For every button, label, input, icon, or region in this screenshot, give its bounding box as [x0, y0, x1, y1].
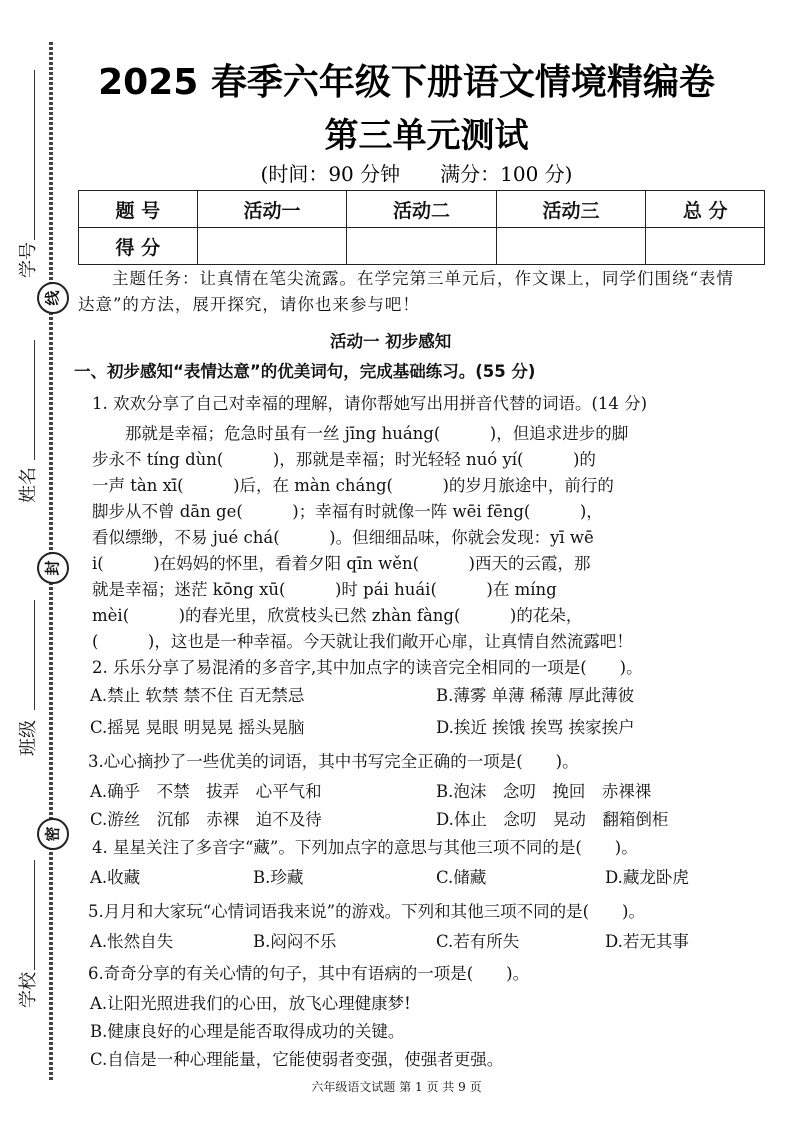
q4-option-d[interactable]: D.藏龙卧虎 — [605, 868, 689, 887]
q4-stem: 4. 星星关注了多音字“藏”。下列加点字的意思与其他三项不同的是( )。 — [92, 838, 638, 857]
exam-time-info: (时间：90 分钟 满分：100 分) — [260, 162, 573, 186]
q1-stem: 1. 欢欢分享了自己对幸福的理解，请你帮她写出用拼音代替的词语。(14 分) — [92, 394, 648, 413]
q4-option-b[interactable]: B.珍藏 — [253, 868, 304, 887]
q2-stem: 2. 乐乐分享了易混淆的多音字,其中加点字的读音完全相同的一项是( )。 — [92, 658, 643, 677]
q2-option-c[interactable]: C.摇晃 晃眼 明晃晃 摇头晃脑 — [90, 718, 305, 737]
score-header: 总 分 — [646, 191, 765, 228]
score-table-score-row — [79, 228, 765, 265]
q1-line: i( )在妈妈的怀里，看着夕阳 qīn wěn( )西天的云霞，那 — [92, 554, 591, 573]
name-underline — [34, 340, 35, 460]
q5-option-c[interactable]: C.若有所失 — [436, 932, 520, 951]
score-table-header-row — [79, 191, 765, 228]
page-footer: 六年级语文试题 第 1 页 共 9 页 — [311, 1080, 482, 1094]
q1-line: 那就是幸福；危急时虽有一丝 jīng huáng( )，但追求进步的脚 — [92, 424, 629, 443]
score-header: 题 号 — [79, 191, 198, 228]
seal-circle-secret: 密 — [37, 818, 69, 850]
q4-option-a[interactable]: A.收藏 — [90, 868, 141, 887]
seal-circle-seal: 封 — [37, 552, 69, 584]
class-underline — [34, 600, 35, 710]
activity-one-title: 活动一 初步感知 — [330, 332, 452, 351]
exam-title: 2025 春季六年级下册语文情境精编卷 — [98, 62, 715, 103]
name-label: 姓名 — [18, 467, 39, 503]
q1-line: 一声 tàn xī( )后，在 màn cháng( )的岁月旅途中，前行的 — [92, 476, 614, 495]
class-label: 班级 — [18, 720, 39, 756]
score-cell[interactable] — [646, 228, 765, 265]
score-cell[interactable] — [197, 228, 347, 265]
q3-option-a[interactable]: A.确乎 不禁 拔弄 心平气和 — [90, 782, 322, 801]
exam-subtitle: 第三单元测试 — [324, 116, 529, 156]
q5-stem: 5.月月和大家玩“心情词语我来说”的游戏。下列和其他三项不同的是( )。 — [88, 902, 645, 921]
score-header: 活动二 — [347, 191, 497, 228]
school-underline — [34, 860, 35, 970]
q1-line: 就是幸福；迷茫 kōng xū( )时 pái huái( )在 míng — [92, 580, 557, 599]
score-cell[interactable] — [347, 228, 497, 265]
q3-option-b[interactable]: B.泡沫 念叨 挽回 赤祼祼 — [436, 782, 652, 801]
q1-line: 步永不 tíng dùn( )，那就是幸福；时光轻轻 nuó yí( )的 — [92, 450, 596, 469]
q6-option-b[interactable]: B.健康良好的心理是能否取得成功的关键。 — [90, 1022, 405, 1041]
q4-option-c[interactable]: C.储藏 — [436, 868, 487, 887]
score-header: 活动一 — [197, 191, 347, 228]
q5-option-b[interactable]: B.闷闷不乐 — [253, 932, 337, 951]
q2-option-b[interactable]: B.薄雾 单薄 稀薄 厚此薄彼 — [436, 686, 635, 705]
q1-line: mèi( )的春光里，欣赏枝头已然 zhàn fàng( )的花朵， — [92, 606, 583, 625]
seal-circle-line: 线 — [37, 282, 69, 314]
q3-stem: 3.心心摘抄了一些优美的词语，其中书写完全正确的一项是( )。 — [88, 752, 579, 771]
q5-option-a[interactable]: A.怅然自失 — [90, 932, 174, 951]
q6-option-a[interactable]: A.让阳光照进我们的心田，放飞心理健康梦! — [90, 994, 411, 1013]
section-one-title: 一、初步感知“表情达意”的优美词句，完成基础练习。(55 分) — [74, 362, 536, 381]
q6-option-c[interactable]: C.自信是一种心理能量，它能使弱者变强，使强者更强。 — [90, 1050, 504, 1069]
score-header: 活动三 — [496, 191, 646, 228]
q1-line: 看似缥缈，不易 jué chá( )。但细细品味，你就会发现：yī wē — [92, 528, 594, 547]
q3-option-d[interactable]: D.体止 念叨 晃动 翻箱倒柜 — [436, 810, 669, 829]
score-cell[interactable] — [496, 228, 646, 265]
q1-line: ( )，这也是一种幸福。今天就让我们敞开心扉，让真情自然流露吧！ — [92, 632, 633, 651]
school-label: 学校 — [18, 972, 39, 1008]
q1-line: 脚步从不曾 dān ge( )；幸福有时就像一阵 wēi fēng( )， — [92, 502, 603, 521]
score-table — [78, 190, 765, 265]
q6-stem: 6.奇奇分享的有关心情的句子，其中有语病的一项是( )。 — [88, 964, 530, 983]
q2-option-a[interactable]: A.禁止 软禁 禁不住 百无禁忌 — [90, 686, 305, 705]
q5-option-d[interactable]: D.若无其事 — [605, 932, 689, 951]
q2-option-d[interactable]: D.挨近 挨饿 挨骂 挨家挨户 — [436, 718, 635, 737]
theme-task-intro: 主题任务：让真情在笔尖流露。在学完第三单元后，作文课上，同学们围绕“表情达意”的方法，展开探究，请你也来参与吧！ — [78, 269, 734, 314]
score-row-label: 得 分 — [79, 228, 198, 265]
student-id-label: 学号 — [18, 242, 39, 278]
q3-option-c[interactable]: C.游丝 沉郁 赤裸 迫不及待 — [90, 810, 322, 829]
